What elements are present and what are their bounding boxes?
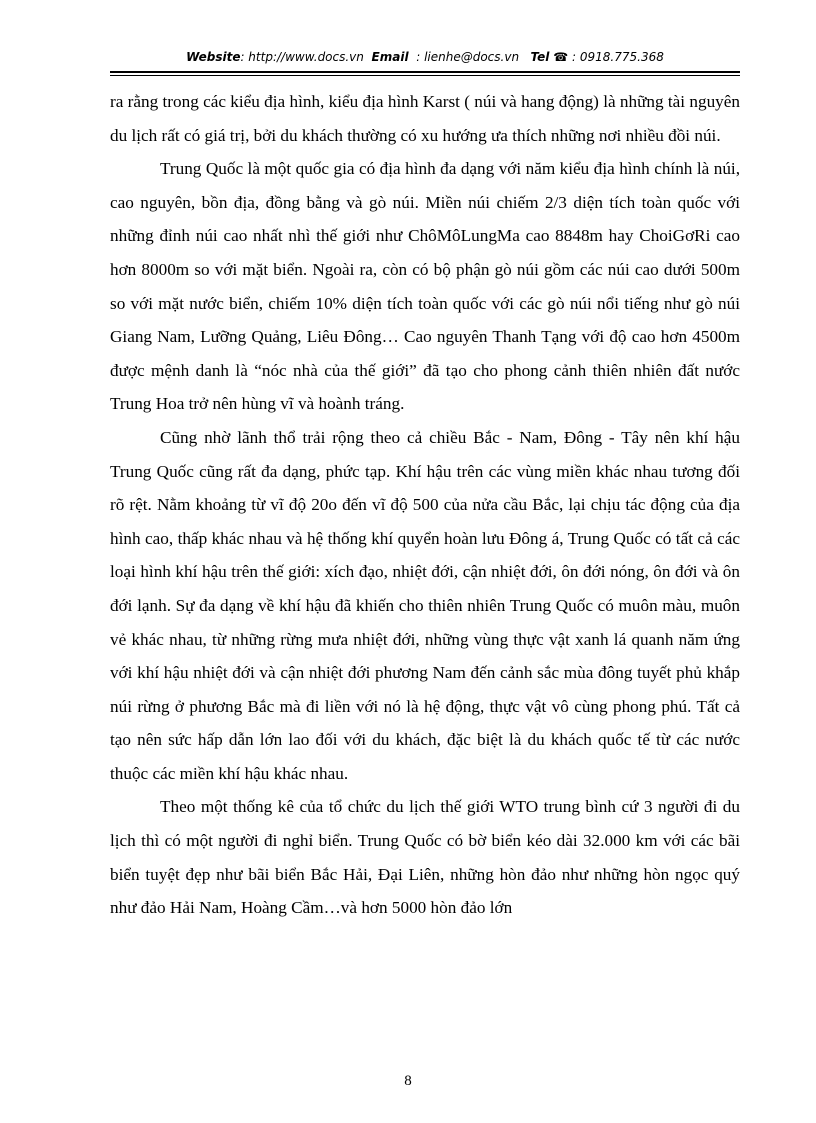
website-value: : http://www.docs.vn xyxy=(240,50,364,64)
paragraph: Cũng nhờ lãnh thổ trải rộng theo cả chiều Bắc - Nam, Đông - Tây nên khí hậu Trung Quốc cũng rất đa dạng, phức tạp. Khí hậu trên các vùng miền khác nhau tương đối rõ rệt. Nằm khoảng từ vĩ độ 20o đến vĩ độ 500 của nửa cầu Bắc, lại chịu tác động của địa hình cao, thấp khác nhau và hệ thống khí quyển hoàn lưu Đông á, Trung Quốc có tất cả các loại hình khí hậu trên thế giới: xích đạo, nhiệt đới, cận nhiệt đới, ôn đới nóng, ôn đới và ôn đới lạnh. Sự đa dạng về khí hậu đã khiến cho thiên nhiên Trung Quốc có muôn màu, muôn vẻ khác nhau, từ những rừng mưa nhiệt đới, những vùng thực vật xanh lá quanh năm ứng với khí hậu nhiệt đới và cận nhiệt đới phương Nam đến cảnh sắc mùa đông tuyết phủ khắp núi rừng ở phương Bắc mà đi liền với nó là hệ động, thực vật vô cùng phong phú. Tất cả tạo nên sức hấp dẫn lớn lao đối với du khách, đặc biệt là du khách quốc tế từ các nước thuộc các miền khí hậu khác nhau. xyxy=(110,427,740,783)
phone-icon: ☎ xyxy=(553,50,569,64)
header-rule xyxy=(110,71,740,76)
website-label: Website xyxy=(186,50,241,64)
email-value: : lienhe@docs.vn xyxy=(416,50,520,64)
page-header xyxy=(110,50,740,64)
page-number: 8 xyxy=(404,1073,412,1089)
email-label: Email xyxy=(371,50,409,64)
document-body xyxy=(110,85,740,925)
paragraph: Trung Quốc là một quốc gia có địa hình đa dạng với năm kiểu địa hình chính là núi, cao nguyên, bồn địa, đồng bằng và gò núi. Miền núi chiếm 2/3 diện tích toàn quốc với những đỉnh núi cao nhất nhì thế giới như ChôMôLungMa cao 8848m hay ChoiGơRi cao hơn 8000m so với mặt biển. Ngoài ra, còn có bộ phận gò núi gồm các núi cao dưới 500m so với mặt nước biển, chiếm 10% diện tích toàn quốc với các gò núi nổi tiếng như gò núi Giang Nam, Lưỡng Quảng, Liêu Đông… Cao nguyên Thanh Tạng với độ cao hơn 4500m được mệnh danh là “nóc nhà của thế giới” đã tạo cho phong cảnh thiên nhiên đất nước Trung Hoa trở nên hùng vĩ và hoành tráng. xyxy=(110,159,740,414)
paragraph: Theo một thống kê của tổ chức du lịch thế giới WTO trung bình cứ 3 người đi du lịch thì có một người đi nghỉ biển. Trung Quốc có bờ biển kéo dài 32.000 km với các bãi biển tuyệt đẹp như bãi biển Bắc Hải, Đại Liên, những hòn đảo như những hòn ngọc quý như đảo Hải Nam, Hoàng Cầm…và hơn 5000 hòn đảo lớn xyxy=(110,797,740,918)
tel-value: : 0918.775.368 xyxy=(572,50,664,64)
tel-label: Tel xyxy=(530,50,550,64)
paragraph: ra rằng trong các kiểu địa hình, kiểu địa hình Karst ( núi và hang động) là những tài nguyên du lịch rất có giá trị, bởi du khách thường có xu hướng ưa thích những nơi nhiều đồi núi. xyxy=(110,92,740,145)
